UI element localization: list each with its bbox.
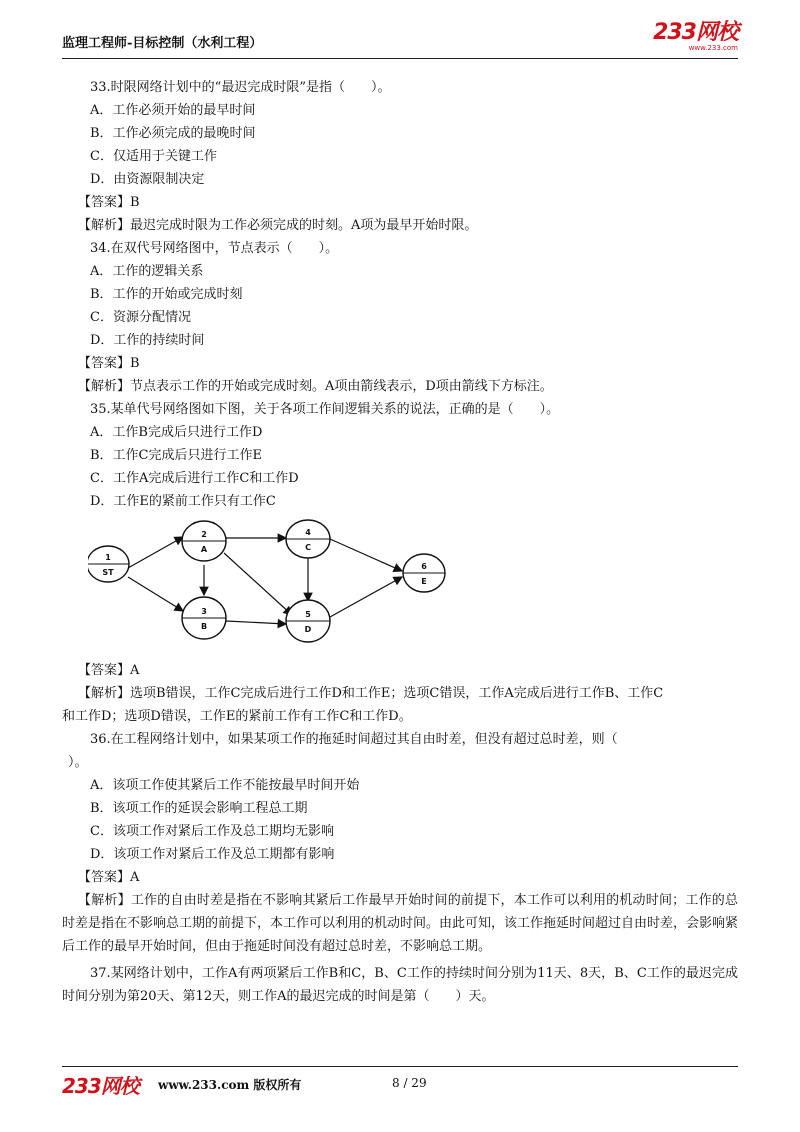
arrow-2-5 (224, 553, 292, 615)
question-34-option-d: D．工作的持续时间 (90, 333, 205, 348)
node-5-label: D (304, 625, 312, 634)
node-3-id: 3 (201, 607, 207, 616)
node-2-label: A (200, 545, 208, 554)
page-content (62, 76, 738, 1008)
question-36-stem-line-2: ）。 (68, 755, 88, 770)
question-36-analysis: 【解析】工作的自由时差是指在不影响其紧后工作最早开始时间的前提下，本工作可以利用的机动时间；工作的总时差是指在不影响总工期的前提下，本工作可以利用的机动时间。由此可知，该工作拖延时间超过自由时差，会影响紧后工作的最早开始时间，但由于拖延时间没有超过总时差，不影响总工期。 (62, 893, 739, 954)
arrow-1-2 (128, 537, 183, 568)
question-35-option-d: D．工作E的紧前工作只有工作C (90, 494, 276, 509)
arrow-4-6 (330, 539, 402, 571)
logo-url: www.233.com (688, 44, 738, 52)
brand-logo (653, 22, 738, 52)
question-34-stem: 34.在双代号网络图中，节点表示（ ）。 (90, 241, 339, 256)
question-33-option-c: C．仅适用于关键工作 (90, 149, 217, 164)
question-35-option-c: C．工作A完成后进行工作C和工作D (90, 471, 299, 486)
footer-copyright: www.233.com 版权所有 (158, 1078, 302, 1092)
logo-mark: 233网校 (653, 20, 738, 45)
question-33-option-a: A．工作必须开始的最早时间 (90, 103, 256, 118)
question-36-stem-line-1: 36.在工程网络计划中，如果某项工作的拖延时间超过其自由时差，但没有超过总时差，则（ (90, 732, 618, 747)
question-36-option-a: A．该项工作使其紧后工作不能按最早时间开始 (90, 778, 360, 793)
question-34-option-b: B．工作的开始或完成时刻 (90, 287, 243, 302)
question-36-answer: 【答案】A (78, 870, 140, 885)
question-35-option-a: A．工作B完成后只进行工作D (90, 425, 263, 440)
network-diagram-svg (88, 519, 488, 659)
footer-divider (62, 1066, 738, 1067)
question-34-answer: 【答案】B (78, 356, 140, 371)
page-number: 8 / 29 (392, 1076, 427, 1090)
node-6-label: E (421, 577, 427, 586)
document-title: 监理工程师-目标控制（水利工程） (62, 36, 263, 51)
question-35-option-b: B．工作C完成后只进行工作E (90, 448, 262, 463)
question-34-option-a: A．工作的逻辑关系 (90, 264, 204, 279)
question-36-option-b: B．该项工作的延误会影响工程总工期 (90, 801, 308, 816)
node-5-id: 5 (305, 610, 311, 619)
question-35-answer: 【答案】A (78, 663, 140, 678)
node-2-id: 2 (201, 530, 207, 539)
question-33-analysis: 【解析】最迟完成时限为工作必须完成的时刻。A项为最早开始时限。 (78, 218, 478, 233)
question-35-stem: 35.某单代号网络图如下图，关于各项工作间逻辑关系的说法，正确的是（ ）。 (90, 402, 560, 417)
arrow-1-3 (128, 577, 183, 611)
node-6-id: 6 (421, 562, 427, 571)
question-36-option-d: D．该项工作对紧后工作及总工期都有影响 (90, 847, 335, 862)
footer-logo: 233网校 (62, 1074, 139, 1098)
node-1-id: 1 (105, 553, 111, 562)
question-34-analysis: 【解析】节点表示工作的开始或完成时刻。A项由箭线表示，D项由箭线下方标注。 (78, 379, 553, 394)
question-34-option-c: C．资源分配情况 (90, 310, 191, 325)
arrow-3-5 (226, 621, 286, 624)
node-1-label: ST (102, 568, 114, 577)
arrow-5-6 (330, 577, 402, 617)
question-33-answer: 【答案】B (78, 195, 140, 210)
question-36-option-c: C．该项工作对紧后工作及总工期均无影响 (90, 824, 334, 839)
page-footer (62, 1070, 738, 1096)
node-3-label: B (200, 622, 208, 631)
node-4-label: C (305, 543, 311, 552)
question-33-option-d: D．由资源限制决定 (90, 172, 205, 187)
question-33-option-b: B．工作必须完成的最晚时间 (90, 126, 256, 141)
node-4-id: 4 (305, 528, 311, 537)
header-divider (62, 58, 738, 59)
question-35-analysis-line-1: 【解析】选项B错误，工作C完成后进行工作D和工作E；选项C错误，工作A完成后进行工作B、工作C (78, 686, 664, 701)
question-33-stem: 33.时限网络计划中的“最迟完成时限”是指（ ）。 (90, 80, 391, 95)
page-header (62, 22, 738, 60)
network-diagram (88, 519, 488, 659)
question-35-analysis-line-2: 和工作D；选项D错误，工作E的紧前工作有工作C和工作D。 (62, 709, 412, 724)
question-37-stem: 37.某网络计划中，工作A有两项紧后工作B和C，B、C工作的持续时间分别为11天、8天，B、C工作的最迟完成时间分别为第20天、第12天，则工作A的最迟完成的时间是第（ ）天。 (62, 966, 738, 1004)
